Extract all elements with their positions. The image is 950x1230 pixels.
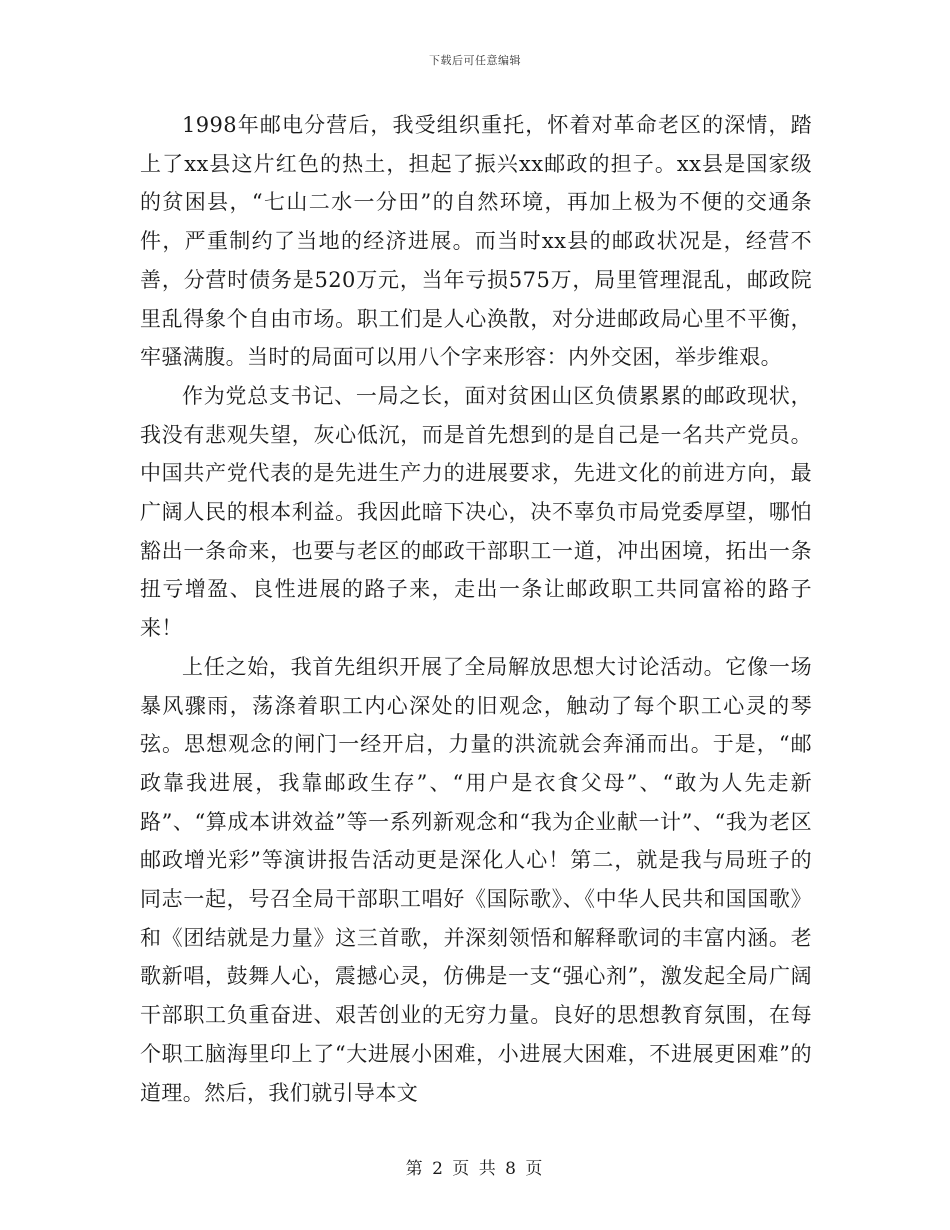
body-text <box>140 106 812 1112</box>
paragraph-2: 作为党总支书记、一局之长，面对贫困山区负债累累的邮政现状，我没有悲观失望，灰心低沉，而是首先想到的是自己是一名共产党员。中国共产党代表的是先进生产力的进展要求，先进文化的前进方向，最广阔人民的根本利益。我因此暗下决心，决不辜负市局党委厚望，哪怕豁出一条命来，也要与老区的邮政干部职工一道，冲出困境，拓出一条扭亏增盈、良性进展的路子来，走出一条让邮政职工共同富裕的路子来！ <box>140 383 812 641</box>
paragraph-3: 上任之始，我首先组织开展了全局解放思想大讨论活动。它像一场暴风骤雨，荡涤着职工内心深处的旧观念，触动了每个职工心灵的琴弦。思想观念的闸门一经开启，力量的洪流就会奔涌而出。于是，“邮政靠我进展，我靠邮政生存”、“用户是衣食父母”、“敢为人先走新路”、“算成本讲效益”等一系列新观念和“我为企业献一计”、“我为老区邮政增光彩”等演讲报告活动更是深化人心！第二，就是我与局班子的同志一起，号召全局干部职工唱好《国际歌》、《中华人民共和国国歌》和《团结就是力量》这三首歌，并深刻领悟和解释歌词的丰富内涵。老歌新唱，鼓舞人心，震撼心灵，仿佛是一支“强心剂”，激发起全局广阔干部职工负重奋进、艰苦创业的无穷力量。良好的思想教育氛围，在每个职工脑海里印上了“大进展小困难，小进展大困难，不进展更困难”的道理。然后，我们就引导本文 <box>140 654 812 1105</box>
header-note: 下载后可任意编辑 <box>429 54 521 67</box>
paragraph-1: 1998年邮电分营后，我受组织重托，怀着对革命老区的深情，踏上了xx县这片红色的热土，担起了振兴xx邮政的担子。xx县是国家级的贫困县，“七山二水一分田”的自然环境，再加上极为不便的交通条件，严重制约了当地的经济进展。而当时xx县的邮政状况是，经营不善，分营时债务是520万元，当年亏损575万，局里管理混乱，邮政院里乱得象个自由市场。职工们是人心涣散，对分进邮政局心里不平衡，牢骚满腹。当时的局面可以用八个字来形容：内外交困，举步维艰。 <box>140 113 812 370</box>
page-number-footer: 第 2 页 共 8 页 <box>405 1159 545 1179</box>
